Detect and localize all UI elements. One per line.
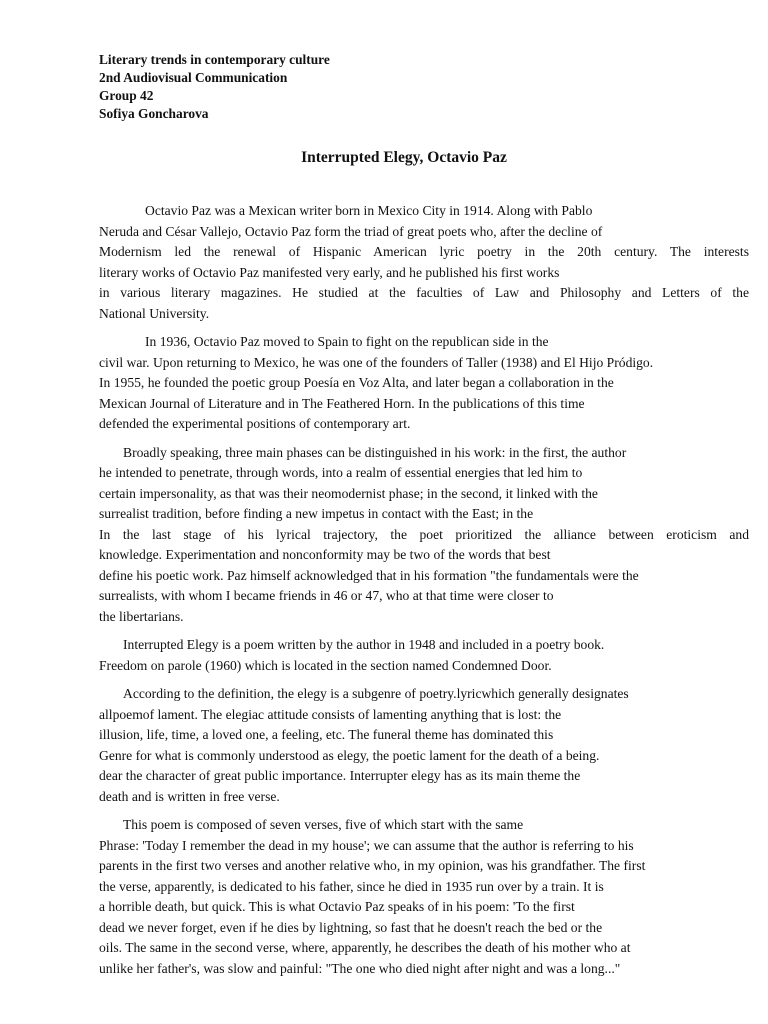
text-line: surrealist tradition, before finding a new impetus in contact with the East; in the [99, 506, 534, 521]
document-header [99, 51, 330, 123]
text-line: a horrible death, but quick. This is what Octavio Paz speaks of in his poem: 'To the first [99, 899, 575, 914]
program-name: 2nd Audiovisual Communication [99, 70, 288, 85]
text-line: define his poetic work. Paz himself acknowledged that in his formation "the fundamentals were the [99, 567, 639, 583]
text-line: National University. [99, 305, 210, 321]
paragraph-6 [99, 815, 749, 979]
text-line: Freedom on parole (1960) which is located in the section named Condemned Door. [99, 657, 552, 673]
text-line: Neruda and César Vallejo, Octavio Paz form the triad of great poets who, after the decline of [99, 223, 603, 239]
text-line: Phrase: 'Today I remember the dead in my house'; we can assume that the author is referring to his [99, 837, 634, 853]
text-line: surrealists, with whom I became friends in 46 or 47, who at that time were closer to [99, 588, 554, 603]
document-title: Interrupted Elegy, Octavio Paz [301, 149, 507, 166]
text-line: In 1936, Octavio Paz moved to Spain to fight on the republican side in the [145, 334, 549, 349]
text-line: parents in the first two verses and another relative who, in my opinion, was his grandfather. The first [99, 858, 646, 873]
group-number: Group 42 [99, 88, 154, 103]
paragraph-2 [99, 332, 749, 435]
paragraph-1 [99, 201, 749, 324]
text-line: defended the experimental positions of contemporary art. [99, 416, 411, 431]
text-line: in various literary magazines. He studied at the faculties of Law and Philosophy and Letters of the [99, 285, 749, 300]
text-line: In the last stage of his lyrical trajectory, the poet prioritized the alliance between eroticism and [99, 526, 749, 542]
text-line: certain impersonality, as that was their neomodernist phase; in the second, it linked with the [99, 485, 598, 501]
text-line: he intended to penetrate, through words, into a realm of essential energies that led him to [99, 465, 583, 480]
text-line: literary works of Octavio Paz manifested very early, and he published his first works [99, 264, 560, 280]
text-line: Mexican Journal of Literature and in The Feathered Horn. In the publications of this time [99, 395, 585, 411]
paragraph-5 [99, 684, 749, 807]
text-line: Genre for what is commonly understood as elegy, the poetic lament for the death of a being. [99, 747, 600, 763]
text-line: the libertarians. [99, 608, 184, 624]
text-line: Modernism led the renewal of Hispanic American lyric poetry in the 20th century. The interests [99, 244, 749, 259]
text-line: Interrupted Elegy is a poem written by the author in 1948 and included in a poetry book. [123, 637, 605, 652]
text-line: In 1955, he founded the poetic group Poesía en Voz Alta, and later began a collaboration in the [99, 375, 614, 390]
text-line: death and is written in free verse. [99, 788, 280, 804]
text-line: knowledge. Experimentation and nonconformity may be two of the words that best [99, 547, 551, 562]
course-name: Literary trends in contemporary culture [99, 52, 330, 67]
text-line: civil war. Upon returning to Mexico, he was one of the founders of Taller (1938) and El Hijo Pródigo. [99, 354, 654, 370]
text-line: This poem is composed of seven verses, five of which start with the same [123, 817, 524, 832]
paragraph-4 [99, 635, 749, 676]
text-line: allpoemof lament. The elegiac attitude consists of lamenting anything that is lost: the [99, 706, 562, 722]
text-line: Broadly speaking, three main phases can be distinguished in his work: in the first, the author [123, 444, 627, 460]
paragraph-3 [99, 443, 749, 628]
text-line: unlike her father's, was slow and painful: "The one who died night after night and was a long..." [99, 960, 621, 976]
author-name: Sofiya Goncharova [99, 106, 209, 121]
text-line: According to the definition, the elegy is a subgenre of poetry.lyricwhich generally designates [123, 686, 629, 701]
text-line: dead we never forget, even if he dies by lightning, so fast that he doesn't reach the bed or the [99, 919, 603, 935]
text-line: dear the character of great public importance. Interrupter elegy has as its main theme the [99, 768, 581, 783]
document-body [99, 201, 749, 987]
text-line: illusion, life, time, a loved one, a feeling, etc. The funeral theme has dominated this [99, 727, 554, 742]
text-line: the verse, apparently, is dedicated to his father, since he died in 1935 run over by a train. It is [99, 878, 604, 894]
text-line: oils. The same in the second verse, where, apparently, he describes the death of his mother who at [99, 940, 631, 955]
text-line: Octavio Paz was a Mexican writer born in Mexico City in 1914. Along with Pablo [145, 203, 593, 218]
